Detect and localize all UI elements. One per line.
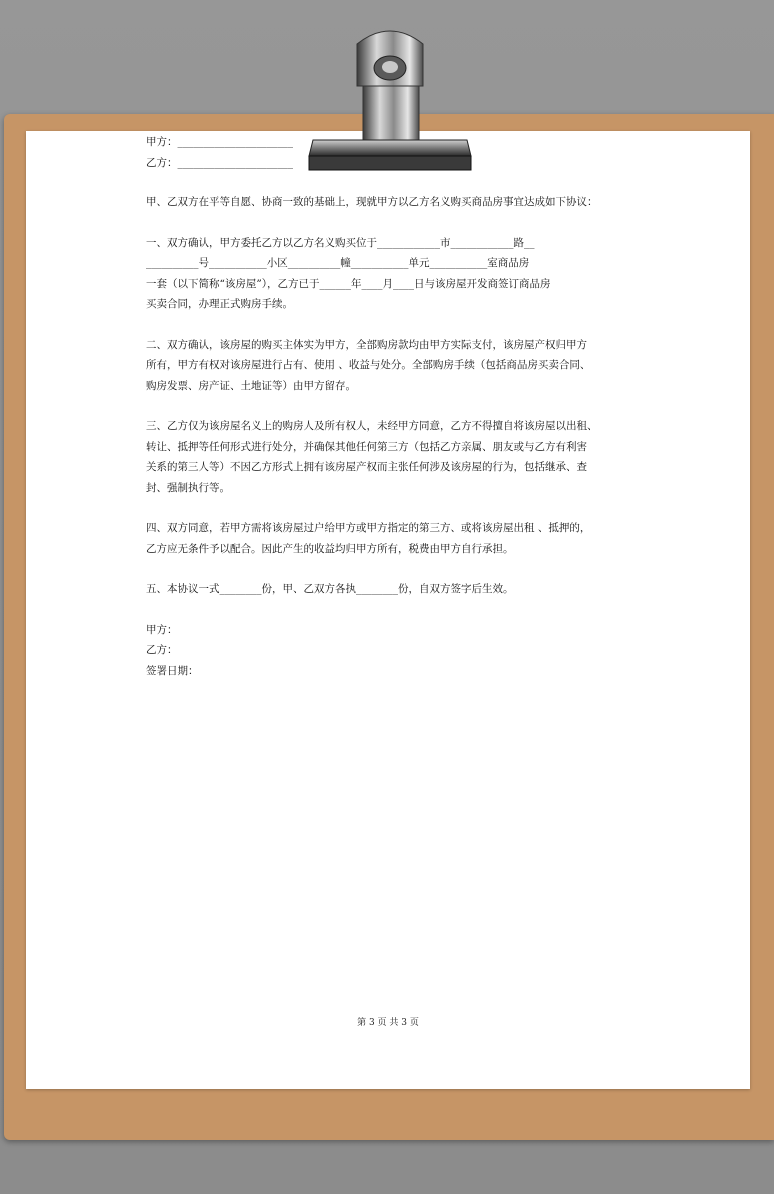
clause-1-line: __________号___________小区__________幢___________单元___________室商品房 xyxy=(146,257,530,269)
clause-2-line: 二、双方确认，该房屋的购买主体实为甲方，全部购房款均由甲方实际支付，该房屋产权归甲方 xyxy=(146,338,587,351)
signature-date: 签署日期： xyxy=(146,664,199,677)
clause-3-line: 转让、抵押等任何形式进行处分，并确保其他任何第三方（包括乙方亲属、朋友或与乙方有利害 xyxy=(146,440,587,453)
party-a-line: 甲方：______________________ xyxy=(146,136,293,148)
clause-4-line: 乙方应无条件予以配合。因此产生的收益均归甲方所有，税费由甲方自行承担。 xyxy=(146,542,514,555)
party-b-line: 乙方：______________________ xyxy=(146,156,293,169)
clause-3-line: 封、强制执行等。 xyxy=(146,481,230,494)
clause-2-line: 购房发票、房产证、土地证等）由甲方留存。 xyxy=(146,379,356,392)
page-number-footer: 第 3 页 共 3 页 xyxy=(357,1018,419,1028)
clause-3-line: 关系的第三人等）不因乙方形式上拥有该房屋产权而主张任何涉及该房屋的行为，包括继承、查 xyxy=(146,461,587,473)
clause-4-line: 四、双方同意，若甲方需将该房屋过户给甲方或甲方指定的第三方、或将该房屋出租 、抵押的， xyxy=(146,522,591,534)
intro-paragraph: 甲、乙双方在平等自愿、协商一致的基础上，现就甲方以乙方名义购买商品房事宜达成如下协议： xyxy=(146,196,598,208)
clause-5-line: 五、本协议一式________份，甲、乙双方各执________份，自双方签字后生效。 xyxy=(146,583,514,595)
clause-1-line: 一套（以下简称“该房屋”），乙方已于______年____月____日与该房屋开发商签订商品房 xyxy=(146,277,551,290)
clause-1-line: 买卖合同，办理正式购房手续。 xyxy=(146,298,293,310)
signature-party-b: 乙方： xyxy=(146,644,178,656)
clause-3-line: 三、乙方仅为该房屋名义上的购房人及所有权人，未经甲方同意，乙方不得擅自将该房屋以出租、 xyxy=(146,420,598,432)
agreement-document xyxy=(146,132,606,681)
clause-2-line: 所有，甲方有权对该房屋进行占有、使用 、收益与处分。全部购房手续（包括商品房买卖合同、 xyxy=(146,359,591,371)
clause-1-line: 一、双方确认，甲方委托乙方以乙方名义购买位于____________市____________路__ xyxy=(146,236,535,249)
signature-party-a: 甲方： xyxy=(146,623,178,636)
